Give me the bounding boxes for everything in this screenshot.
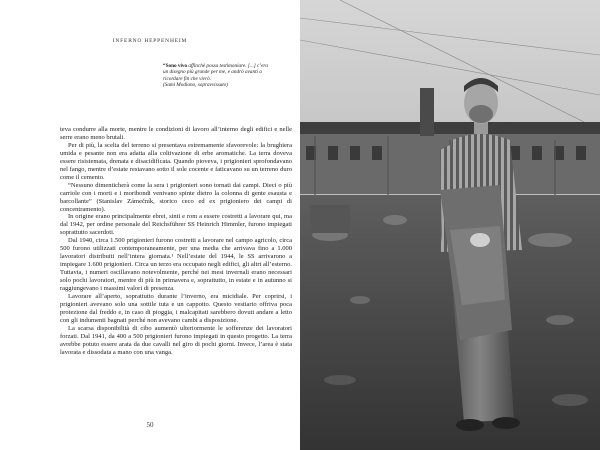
paragraph: Per di più, la scelta del terreno si presentava estremamente sfavorevole: la brughiera umida e pesante non era adatta alla coltivazione di erbe aromatiche. La terra doveva essere risistemata, drenata e disacidificata. Quando pioveva, i prigionieri sprofondavano nel fango, mentre d’estate restavano sotto il sole cocente e faticavano su un terreno duro come il cemento. xyxy=(60,141,292,181)
paragraph: “Nessuno dimenticherà come la sera i prigionieri sono tornati dai campi. Dieci o più carriole con i morti e i moribondi venivano spinte dietro la colonna di gente esausta e barcollante” (Stanislav Zámečník, storico ceco ed ex prigioniero dei campi di concentramento). xyxy=(60,181,292,213)
paragraph: In origine erano principalmente ebrei, sinti e rom a essere costretti a lavorare qui, ma dal 1942, per ordine personale del Reichsführer SS Heinrich Himmler, furono impiegati soprattutto sacerdoti. xyxy=(60,213,292,237)
paragraph: La scarsa disponibilità di cibo aumentò ulteriormente le sofferenze dei lavoratori forzati. Dal 1941, da 400 a 500 prigionieri furono impiegati in questo progetto. La terra avrebbe potuto essere arata da due cavalli nel giro di pochi giorni. Invece, l’area è stata lavorata e dissodata a mano con una vanga. xyxy=(60,324,292,356)
epigraph-text: affinché possa testimoniare. [...] c’era un disegno più grande per me, e andrò avanti a ricordare fin che vivrò. xyxy=(163,63,269,82)
epigraph-attribution: (Sami Modiano, sopravvissuto) xyxy=(163,82,228,89)
paragraph: Dal 1940, circa 1.500 prigionieri furono costretti a lavorare nel campo agricolo, circa 500 furono utilizzati contemporaneamente, per una media che arrivava fino a 1.000 lavoratori distribuiti nell’intera giornata.¹ Nell’estate del 1944, le SS arrivarono a impiegare 1.600 prigionieri. Circa un terzo era occupato negli edifici, gli altri all’esterno. Tuttavia, i numeri oscillavano notevolmente, perché nei mesi invernali erano necessari solo pochi lavoratori, mentre di più in primavera e, soprattutto, in estate e in autunno si raggiungevano i massimi valori di presenza. xyxy=(60,237,292,293)
right-page xyxy=(300,0,600,450)
running-header: INFERNO HEPPENHEIM xyxy=(112,38,188,44)
paragraph: teva condurre alla morte, mentre le condizioni di lavoro all’interno degli edifici e nelle serre erano meno brutali. xyxy=(60,126,292,141)
epigraph xyxy=(163,63,269,89)
paragraph: Lavorare all’aperto, soprattutto durante l’inverno, era micidiale. Per coprirsi, i prigionieri avevano solo una sottile tuta e un cappotto. Questo vestiario offriva poca protezione dal freddo e, in caso di pioggia, i malcapitati sarebbero dovuti andare a letto con gli indumenti bagnati perché non avevano cambi a disposizione. xyxy=(60,293,292,324)
epigraph-lead: “Sono vivo xyxy=(163,63,188,69)
body-text xyxy=(60,126,292,357)
page-number: 50 xyxy=(146,421,154,429)
prisoner-photograph xyxy=(300,0,600,450)
